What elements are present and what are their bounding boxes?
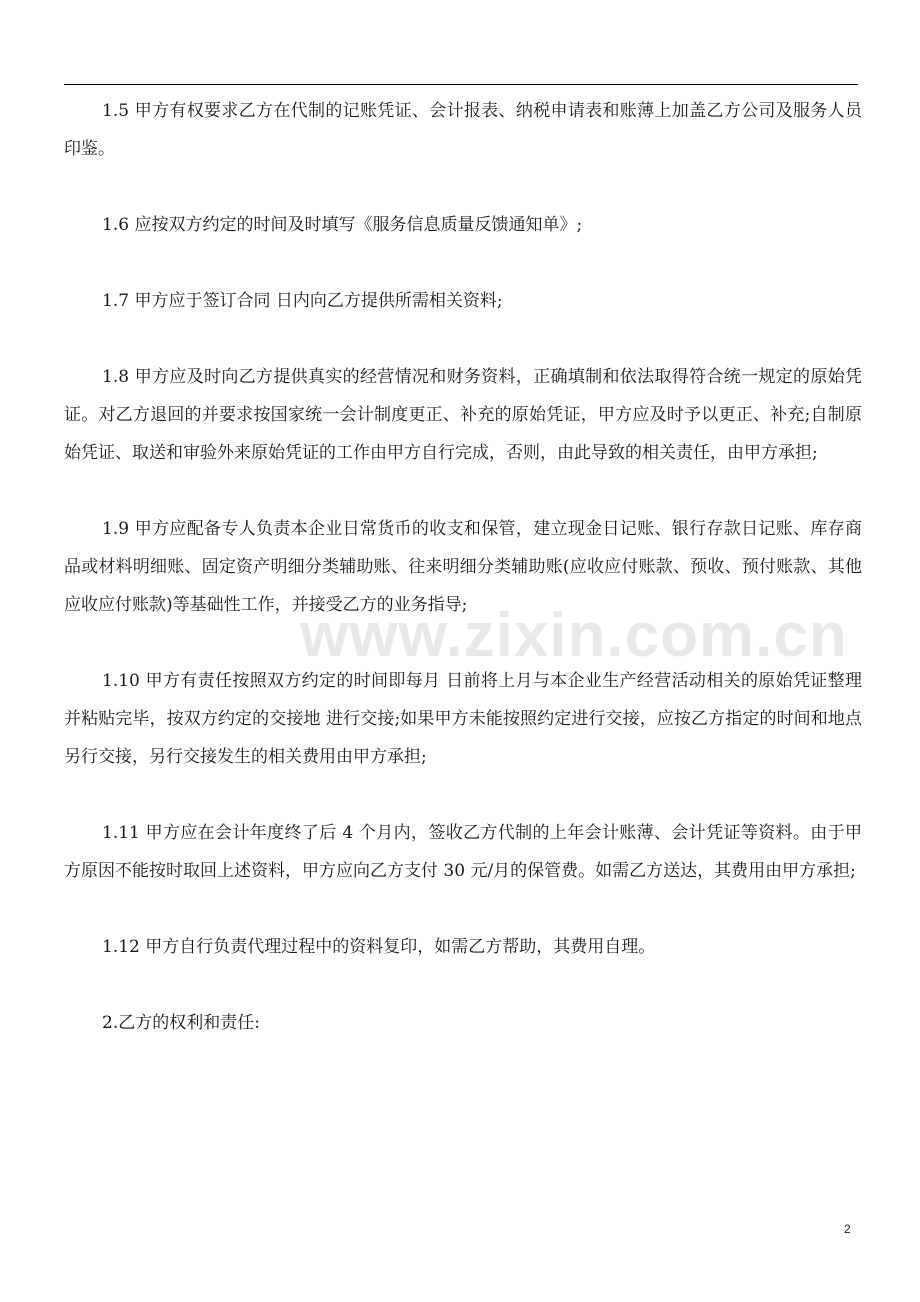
watermark: www.zixin.com.cn	[300, 601, 848, 670]
paragraph-1-5: 1.5 甲方有权要求乙方在代制的记账凭证、会计报表、纳税申请表和账薄上加盖乙方公司及服务人员印鉴。	[64, 101, 862, 159]
paragraph-1-8: 1.8 甲方应及时向乙方提供真实的经营情况和财务资料，正确填制和依法取得符合统一规定的原始凭证。对乙方退回的并要求按国家统一会计制度更正、补充的原始凭证，甲方应及时予以更正、补充;自制原始凭证、取送和审验外来原始凭证的工作由甲方自行完成，否则，由此导致的相关责任，由甲方承担;	[64, 367, 862, 463]
paragraph-1-12: 1.12 甲方自行负责代理过程中的资料复印，如需乙方帮助，其费用自理。	[102, 937, 656, 957]
paragraph-1-11: 1.11 甲方应在会计年度终了后 4 个月内，签收乙方代制的上年会计账薄、会计凭证等资料。由于甲方原因不能按时取回上述资料，甲方应向乙方支付 30 元/月的保管费。如需乙方送达，其费用由甲方承担;	[64, 823, 862, 881]
page-number: 2	[844, 1222, 851, 1236]
section-heading-2: 2.乙方的权利和责任:	[102, 1013, 260, 1033]
header-rule	[64, 84, 858, 85]
document-body	[64, 92, 862, 1080]
paragraph-1-9: 1.9 甲方应配备专人负责本企业日常货币的收支和保管，建立现金日记账、银行存款日记账、库存商品或材料明细账、固定资产明细分类辅助账、往来明细分类辅助账(应收应付账款、预收、预付账款、其他应收应付账款)等基础性工作，并接受乙方的业务指导;	[64, 519, 862, 615]
paragraph-1-7: 1.7 甲方应于签订合同 日内向乙方提供所需相关资料;	[102, 291, 503, 311]
paragraph-1-6: 1.6 应按双方约定的时间及时填写《服务信息质量反馈通知单》;	[102, 215, 583, 235]
paragraph-1-10: 1.10 甲方有责任按照双方约定的时间即每月 日前将上月与本企业生产经营活动相关的原始凭证整理并粘贴完毕，按双方约定的交接地 进行交接;如果甲方未能按照约定进行交接，应按乙方指定的时间和地点另行交接，另行交接发生的相关费用由甲方承担;	[64, 671, 862, 767]
